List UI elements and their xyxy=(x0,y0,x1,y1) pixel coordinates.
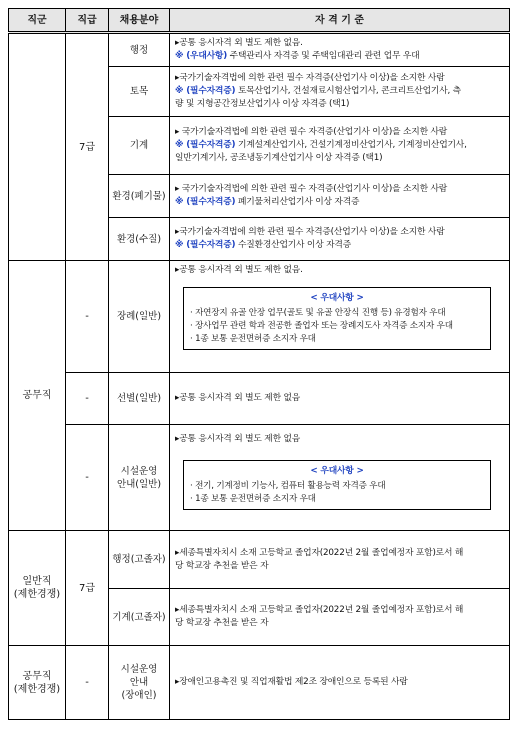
field-cell: 선별(일반) xyxy=(109,373,170,425)
qualification-table xyxy=(8,8,510,720)
grade-cell: - xyxy=(66,646,109,720)
field-line: 안내 xyxy=(129,677,149,688)
criteria-text: 폐기물처리산업기사 이상 자격증 xyxy=(235,197,360,207)
criteria-text: 주택관리사 자격증 및 주택임대관리 관련 업무 우대 xyxy=(227,51,420,61)
criteria-line: ▸공통 응시자격 외 별도 제한 없음. xyxy=(175,38,303,48)
field-cell: 토목 xyxy=(109,67,170,117)
criteria-text: 토목산업기사, 건설재료시험산업기사, 콘크리트산업기사, 측 xyxy=(235,86,461,96)
table-header-row xyxy=(9,9,510,33)
criteria-line: ▸ 국가기술자격법에 의한 관련 필수 자격증(산업기사 이상)을 소지한 사람 xyxy=(175,127,448,137)
criteria-cell xyxy=(170,175,510,218)
group-line: 일반직 xyxy=(22,576,52,587)
field-line: 시설운영 xyxy=(120,664,158,675)
grade-cell: 7급 xyxy=(66,531,109,646)
criteria-cell xyxy=(170,117,510,175)
group-cell xyxy=(9,531,66,646)
field-cell: 장례(일반) xyxy=(109,261,170,373)
grade-cell: 7급 xyxy=(66,33,109,261)
preference-item: · 자연장지 유골 안장 업무(골토 및 유골 안장식 진행 등) 유경험자 우대 xyxy=(190,308,446,318)
field-cell: 기계 xyxy=(109,117,170,175)
criteria-cell xyxy=(170,531,510,589)
header-group: 직군 xyxy=(9,9,66,33)
preference-item: · 1종 보통 운전면허증 소지자 우대 xyxy=(190,494,316,504)
preference-box-title: < 우대사항 > xyxy=(310,466,364,476)
preference-box xyxy=(183,460,491,510)
criteria-text: 수질환경산업기사 이상 자격증 xyxy=(235,240,352,250)
table-row xyxy=(9,531,510,589)
group-cell: 공무직 xyxy=(9,261,66,531)
required-mark: ※ (필수자격증) xyxy=(175,140,236,150)
criteria-cell xyxy=(170,218,510,261)
criteria-cell xyxy=(170,33,510,67)
table-row xyxy=(9,646,510,720)
criteria-line: ▸장애인고용촉진 및 직업재활법 제2조 장애인으로 등록된 사람 xyxy=(175,677,408,687)
criteria-line: ▸세종특별자치시 소재 고등학교 졸업자(2022년 2월 졸업예정자 포함)로서 해 xyxy=(175,547,464,558)
preference-mark: ※ (우대사항) xyxy=(175,51,228,61)
table-row xyxy=(9,425,510,531)
group-line: (제한경쟁) xyxy=(13,589,61,600)
criteria-line: 량 및 지형공간정보산업기사 이상 자격증 (택1) xyxy=(175,99,350,109)
preference-box-title: < 우대사항 > xyxy=(310,293,364,303)
field-cell: 행정(고졸자) xyxy=(109,531,170,589)
group-cell-empty xyxy=(9,33,66,261)
preference-item: · 전기, 기계정비 기능사, 컴퓨터 활용능력 자격증 우대 xyxy=(190,481,386,491)
field-cell: 기계(고졸자) xyxy=(109,589,170,646)
criteria-line: ▸ 국가기술자격법에 의한 관련 필수 자격증(산업기사 이상)을 소지한 사람 xyxy=(175,184,448,194)
header-grade: 직급 xyxy=(66,9,109,33)
required-mark: ※ (필수자격증) xyxy=(175,197,236,207)
required-mark: ※ (필수자격증) xyxy=(175,240,236,250)
grade-cell: - xyxy=(66,261,109,373)
table-row xyxy=(9,373,510,425)
group-line: 공무직 xyxy=(22,670,52,682)
preference-item: · 장사업무 관련 학과 전공한 졸업자 또는 장례지도사 자격증 소지자 우대 xyxy=(190,321,453,331)
group-line: (제한경쟁) xyxy=(13,683,61,695)
grade-cell: - xyxy=(66,425,109,531)
table-row xyxy=(9,33,510,67)
header-field: 채용분야 xyxy=(109,9,170,33)
criteria-cell xyxy=(170,67,510,117)
criteria-line: 당 학교장 추천을 받은 자 xyxy=(175,618,269,628)
required-mark: ※ (필수자격증) xyxy=(175,86,236,96)
criteria-line: ▸국가기술자격법에 의한 관련 필수 자격증(산업기사 이상)을 소지한 사람 xyxy=(175,73,445,83)
preference-item: · 1종 보통 운전면허증 소지자 우대 xyxy=(190,334,316,344)
grade-cell: - xyxy=(66,373,109,425)
field-line: (장애인) xyxy=(121,690,157,701)
criteria-line: ▸공통 응시자격 외 별도 제한 없음. xyxy=(175,265,303,275)
preference-box xyxy=(183,287,491,350)
group-cell xyxy=(9,646,66,720)
header-criteria: 자 격 기 준 xyxy=(170,9,510,33)
criteria-cell xyxy=(170,646,510,720)
field-cell xyxy=(109,425,170,531)
criteria-line: ▸세종특별자치시 소재 고등학교 졸업자(2022년 2월 졸업예정자 포함)로서 해 xyxy=(175,605,464,615)
field-cell xyxy=(109,646,170,720)
criteria-cell xyxy=(170,589,510,646)
criteria-text: 기계설계산업기사, 건설기계정비산업기사, 기계정비산업기사, xyxy=(235,140,467,150)
field-line: 안내(일반) xyxy=(116,478,162,490)
criteria-line: ▸공통 응시자격 외 별도 제한 없음 xyxy=(175,393,301,403)
field-cell: 행정 xyxy=(109,33,170,67)
table-row xyxy=(9,261,510,373)
criteria-line: ▸국가기술자격법에 의한 관련 필수 자격증(산업기사 이상)을 소지한 사람 xyxy=(175,227,445,237)
criteria-cell xyxy=(170,373,510,425)
field-cell: 환경(폐기물) xyxy=(109,175,170,218)
criteria-line: ▸공통 응시자격 외 별도 제한 없음 xyxy=(175,434,301,444)
criteria-cell xyxy=(170,425,510,531)
field-cell: 환경(수질) xyxy=(109,218,170,261)
criteria-cell xyxy=(170,261,510,373)
criteria-line: 당 학교장 추천을 받은 자 xyxy=(175,560,269,571)
criteria-line: 일반기계기사, 공조냉동기계산업기사 이상 자격증 (택1) xyxy=(175,153,383,163)
field-line: 시설운영 xyxy=(120,465,158,477)
